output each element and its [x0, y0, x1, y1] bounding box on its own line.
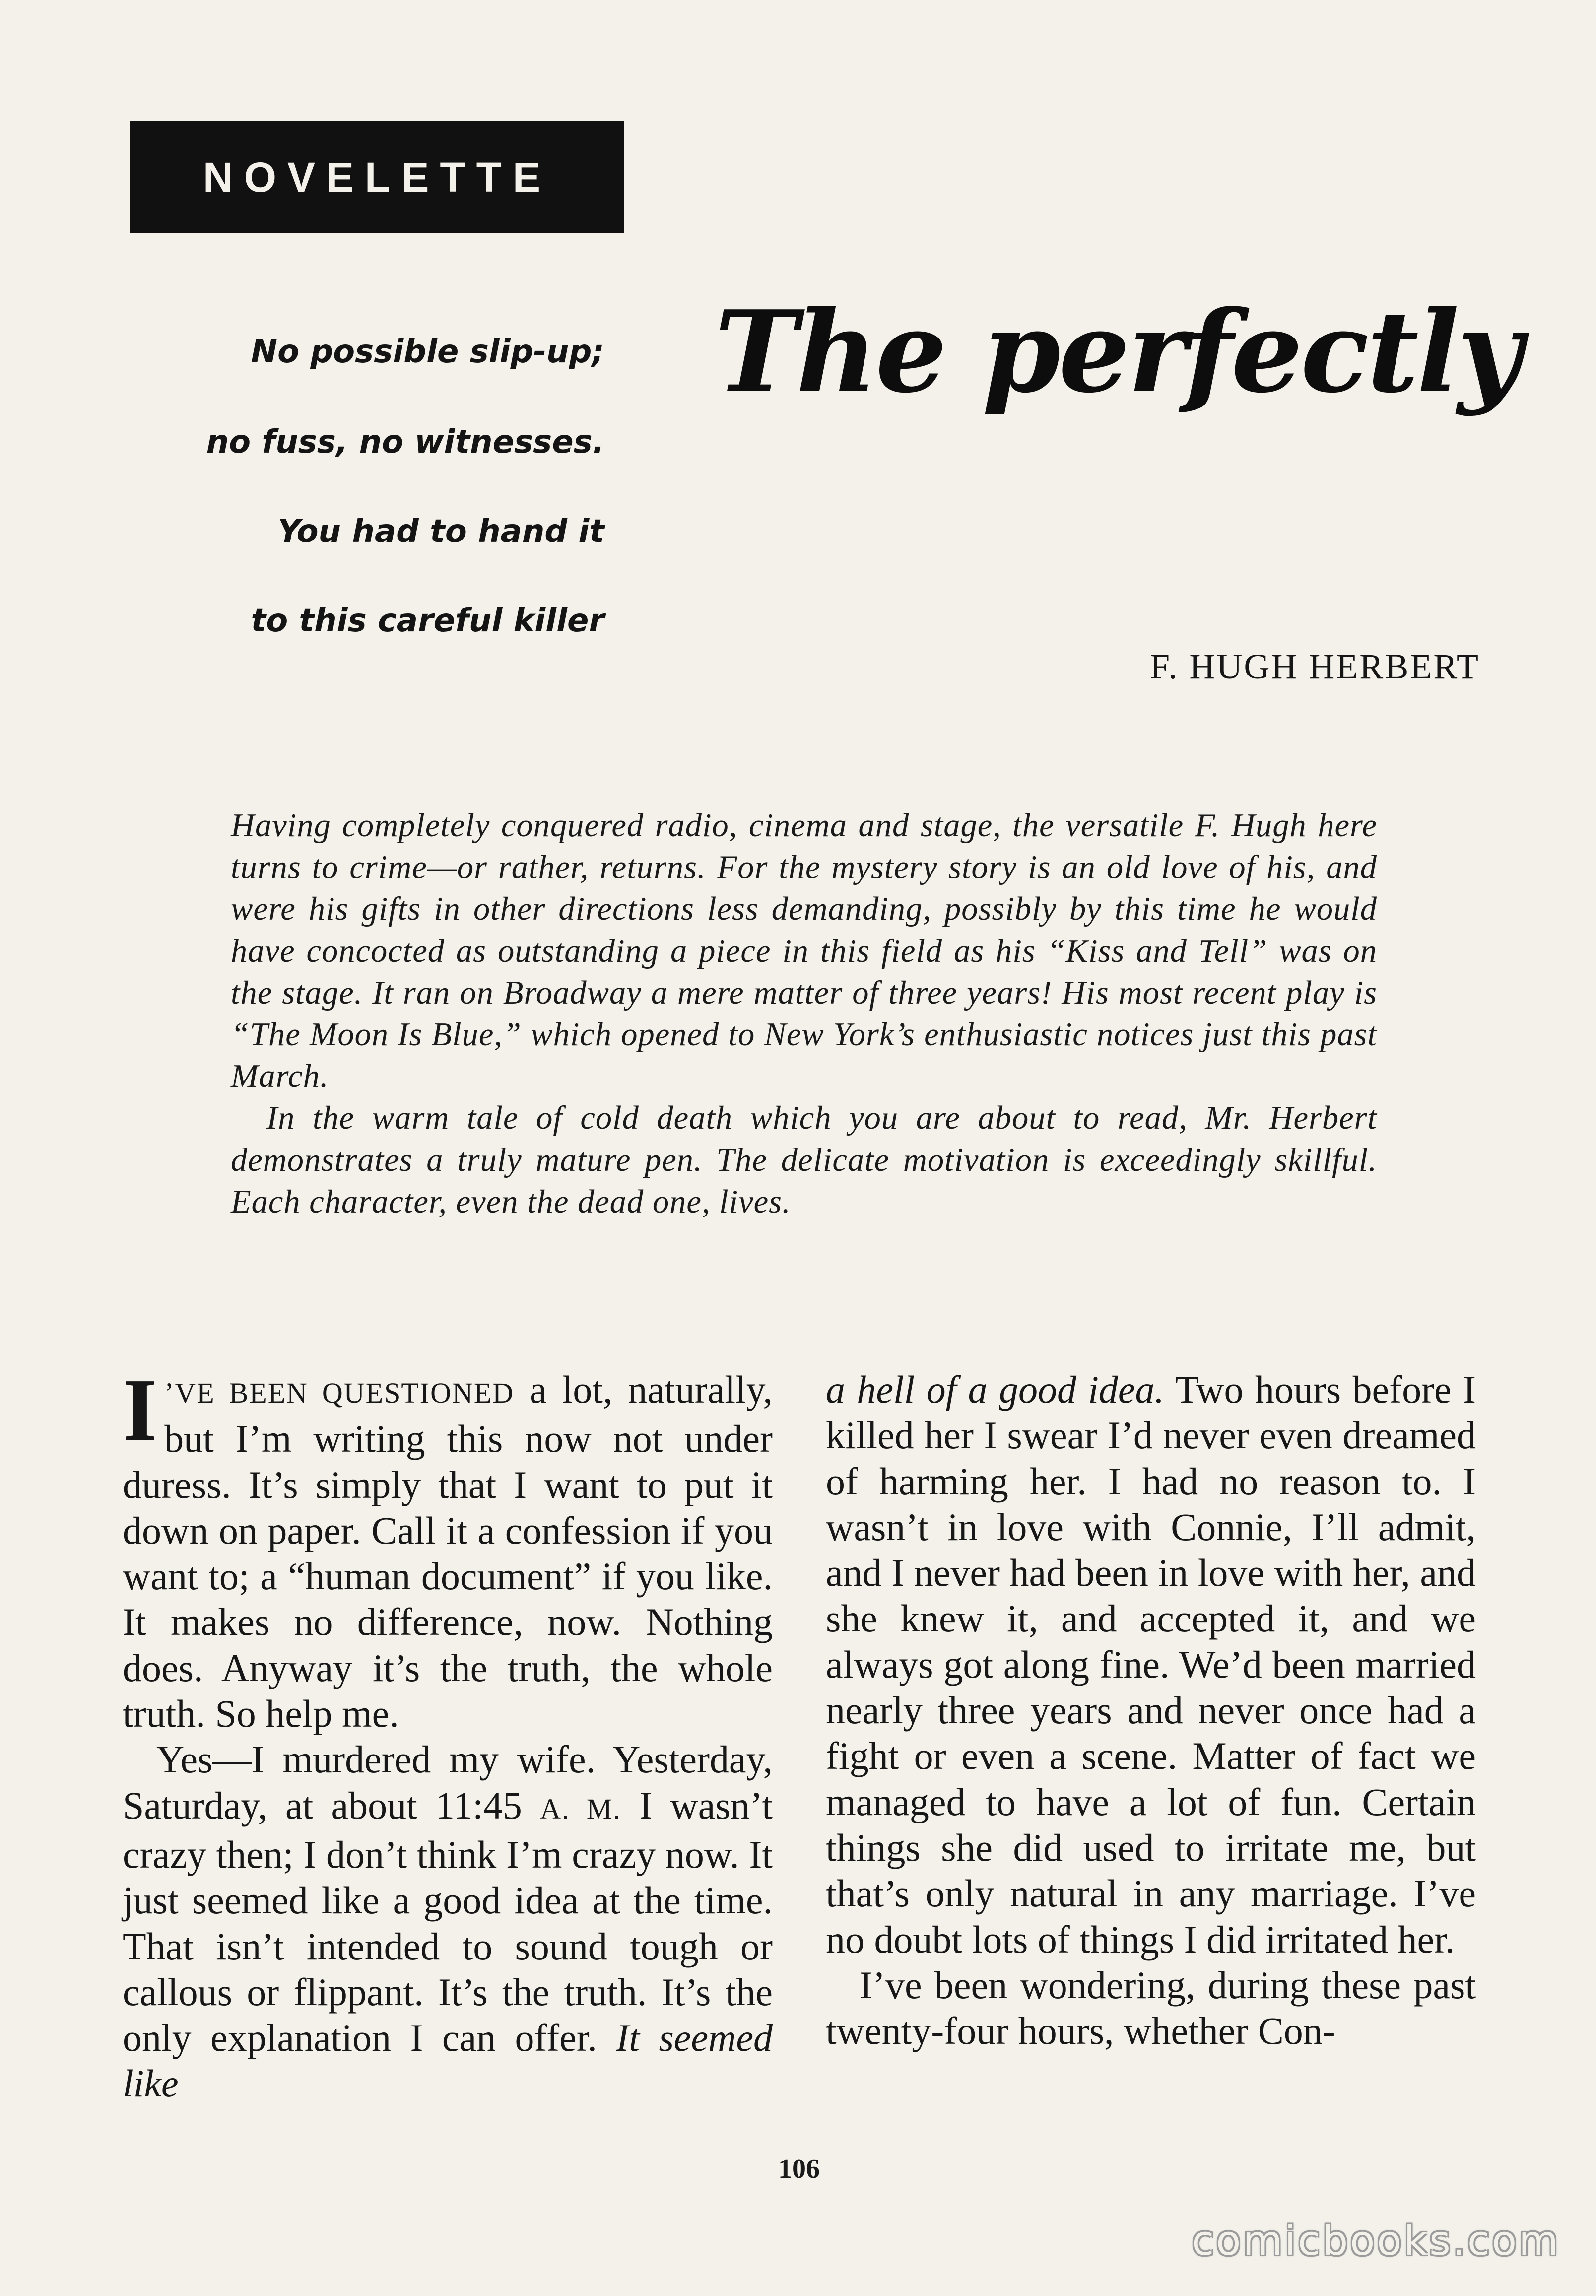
- body-paragraph-4: I’ve been wondering, during these past twenty-four hours, whether Con-: [826, 1963, 1476, 2053]
- italic-text: a hell of a good idea.: [826, 1368, 1165, 1411]
- intro-paragraph-2: In the warm tale of cold death which you are about to read, Mr. Herbert demonstrates a truly mature pen. The delicate motivation is exceedingly skillful. Each character, even the dead one, lives.: [231, 1100, 1377, 1220]
- body-paragraph-1: [123, 1360, 773, 1737]
- body-paragraph-2: [123, 1737, 773, 2106]
- body-column-left: [123, 1360, 773, 2107]
- author-byline: F. HUGH HERBERT: [1150, 647, 1480, 686]
- editorial-intro: [231, 805, 1377, 1223]
- tagline-line-4: to this careful killer: [251, 603, 604, 639]
- body-column-right: [826, 1367, 1476, 2054]
- tagline-line-1: No possible slip-up;: [251, 334, 604, 370]
- paragraph-text: Two hours before I killed her I swear I’d never even dreamed of harming her. I had no reason to. I wasn’t in love with Connie, I’ll admit, and I never had been in love with her, and she knew it, and accepted it, and we always got along fine. We’d been married nearly three years and never once had a fight or even a scene. Matter of fact we managed to have a lot of fun. Certain things she did used to irritate me, but that’s only natural in any marriage. I’ve no doubt lots of things I did irritated her.: [826, 1368, 1476, 1961]
- watermark-logo: comicbooks.com: [1192, 2218, 1560, 2265]
- lead-in-small-caps: ’VE BEEN QUESTIONED: [164, 1377, 515, 1409]
- drop-cap: I: [123, 1360, 158, 1459]
- paragraph-text: Yes—I murdered my wife. Yesterday, Saturday, at about 11:45: [123, 1738, 773, 1827]
- story-title: The perfectly: [715, 286, 1521, 418]
- section-label: NOVELETTE: [202, 153, 552, 201]
- italic-text: It seemed like: [123, 2016, 773, 2105]
- intro-paragraph-1: Having completely conquered radio, cinema and stage, the versatile F. Hugh here turns to crime—or rather, returns. For the mystery story is an old love of his, and were his gifts in other directions less demanding, possibly by this time he would have concocted as outstanding a piece in this field as his “Kiss and Tell” was on the stage. It ran on Broadway a mere matter of three years! His most recent play is “The Moon Is Blue,” which opened to New York’s enthusiastic notices just this past March.: [231, 808, 1377, 1095]
- body-paragraph-3: [826, 1367, 1476, 1962]
- time-small-caps: A. M.: [540, 1792, 621, 1825]
- paragraph-text: a lot, naturally, but I’m writing this now not under duress. It’s simply that I want to put it down on paper. Call it a confession if you want to; a “human document” if you like. It makes no difference, now. Nothing does. Anyway it’s the truth, the whole truth. So help me.: [123, 1368, 773, 1736]
- page-number: 106: [778, 2154, 820, 2184]
- tagline-line-2: no fuss, no witnesses.: [206, 424, 604, 461]
- paragraph-text: I wasn’t crazy then; I don’t think I’m crazy now. It just seemed like a good idea at the time. That isn’t intended to sound tough or callous or flippant. It’s the truth. It’s the only explanation I can offer.: [123, 1783, 773, 2060]
- tagline-line-3: You had to hand it: [277, 513, 604, 550]
- section-label-box: [130, 121, 624, 233]
